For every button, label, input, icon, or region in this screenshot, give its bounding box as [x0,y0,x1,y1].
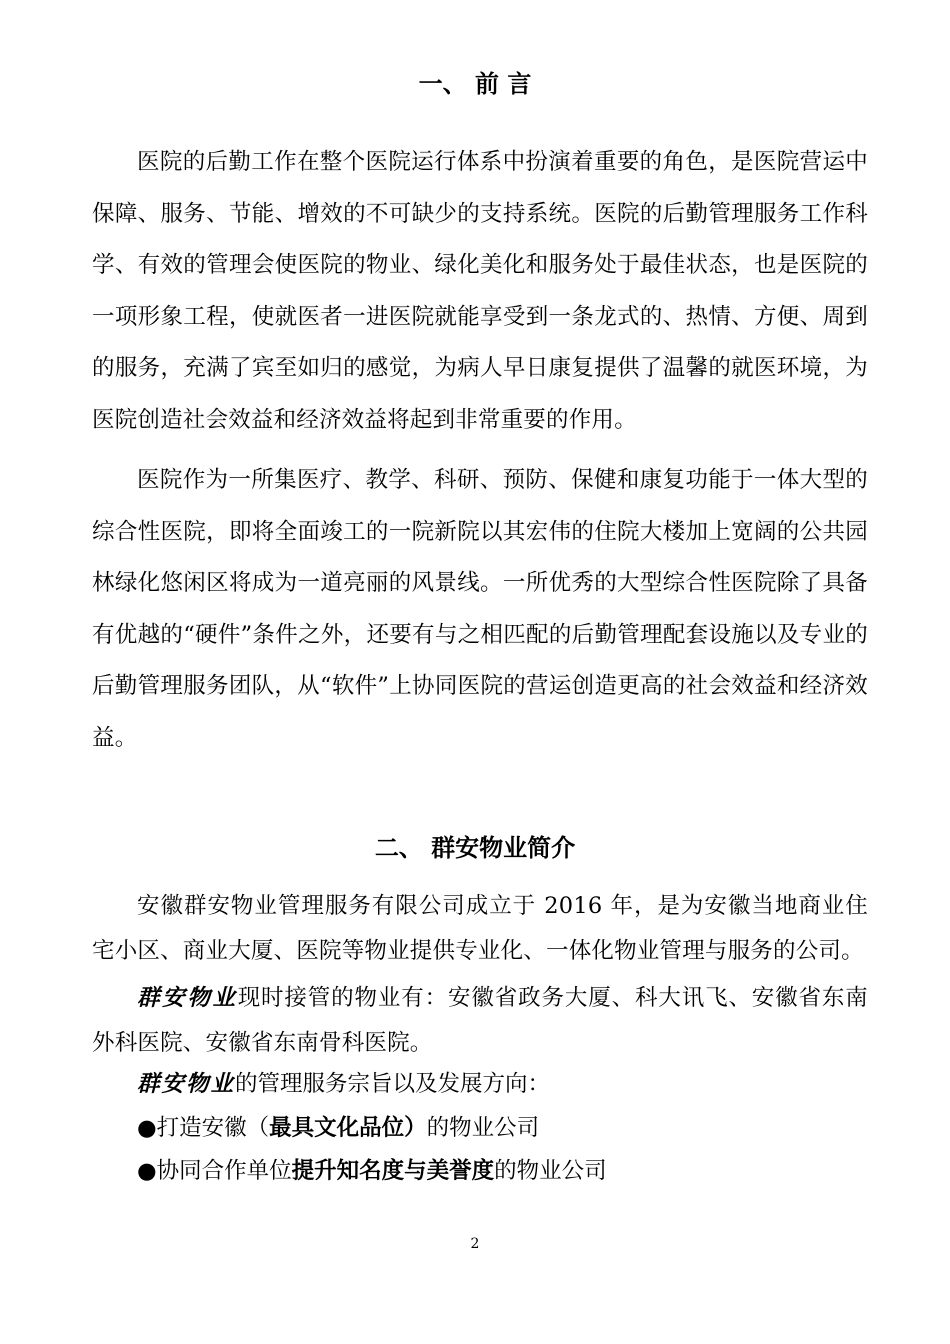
bullet-text-emphasis: 提升知名度与美誉度 [291,1158,495,1184]
bullet-text-after: 的物业公司 [426,1115,540,1141]
bullet-text-after: 的物业公司 [494,1158,607,1184]
bullet-text-before: 协同合作单位 [156,1158,292,1184]
bullet-item [137,1151,607,1191]
bullet-text-emphasis: 最具文化品位） [269,1115,427,1141]
section-title-company-intro: 二、 群安物业简介 [374,834,576,862]
section-title-preface: 一、 前 言 [418,70,532,98]
preface-paragraph-1: 医院的后勤工作在整个医院运行体系中扮演着重要的角色，是医院营运中保障、服务、节能、增效的不可缺少的支持系统。医院的后勤管理服务工作科学、有效的管理会使医院的物业、绿化美化和服务处于最佳状态，也是医院的一项形象工程，使就医者一进医院就能享受到一条龙式的、热情、方便、周到的服务，充满了宾至如归的感觉，为病人早日康复提供了温馨的就医环境，为医院创造社会效益和经济效益将起到非常重要的作用。 [92,149,868,433]
service-purpose-text: 的管理服务宗旨以及发展方向： [235,1071,551,1097]
company-intro-paragraph: 安徽群安物业管理服务有限公司成立于 2016 年，是为安徽当地商业住宅小区、商业大厦、医院等物业提供专业化、一体化物业管理与服务的公司。 [92,893,868,964]
service-purpose-line [137,1064,550,1104]
bullet-text-before: 打造安徽（ [156,1115,270,1141]
preface-paragraph-2: 医院作为一所集医疗、教学、科研、预防、保健和康复功能于一体大型的综合性医院，即将全面竣工的一院新院以其宏伟的住院大楼加上宽阔的公共园林绿化悠闲区将成为一道亮丽的风景线。一所优秀的大型综合性医院除了具备有优越的“硬件”条件之外，还要有与之相匹配的后勤管理配套设施以及专业的后勤管理服务团队，从“软件”上协同医院的营运创造更高的社会效益和经济效益。 [92,467,868,751]
brand-name: 群安物业 [137,985,238,1011]
page-number: 2 [470,1236,480,1252]
managed-properties-paragraph [92,976,868,1066]
bullet-icon: ● [137,1158,157,1184]
brand-name: 群安物业 [137,1071,236,1097]
bullet-icon: ● [137,1115,157,1141]
managed-properties-text: 现时接管的物业有：安徽省政务大厦、科大讯飞、安徽省东南外科医院、安徽省东南骨科医院。 [92,985,868,1056]
bullet-item [137,1108,539,1148]
